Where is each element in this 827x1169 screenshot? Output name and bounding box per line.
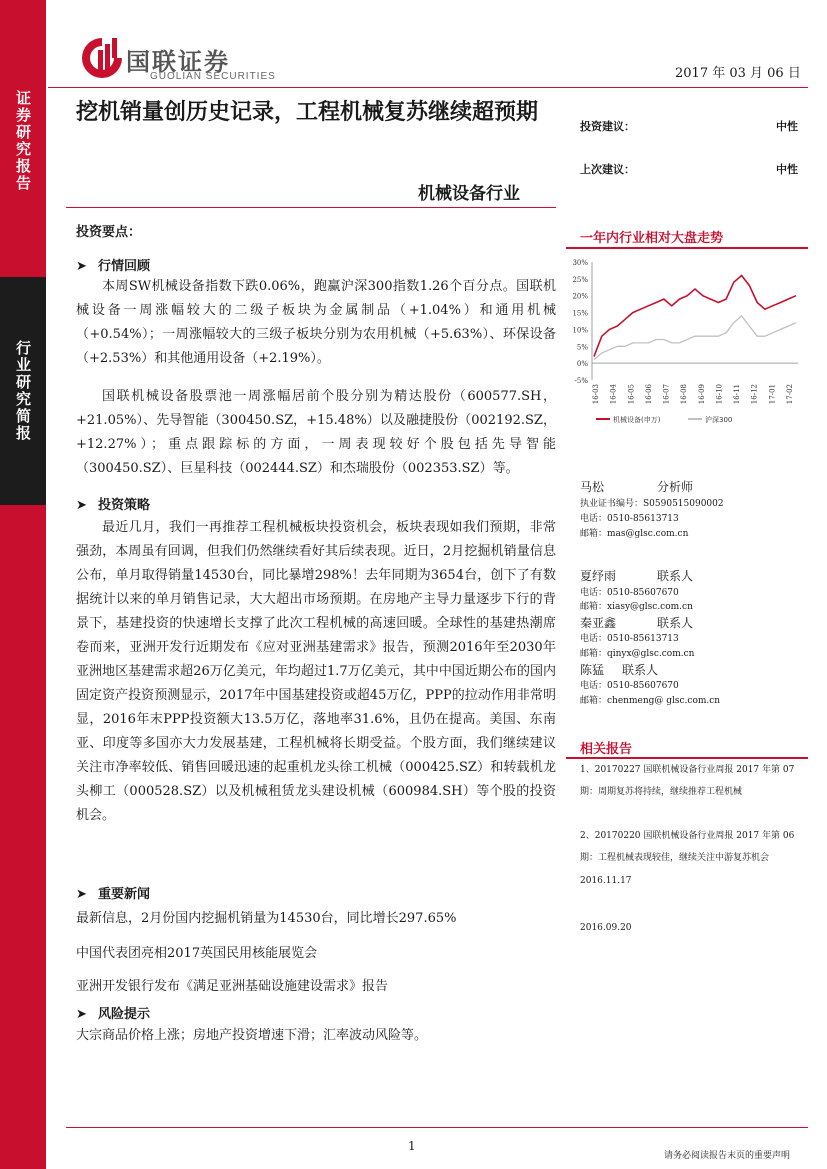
news-item: 中国代表团亮相2017英国民用核能展览会 bbox=[76, 946, 318, 961]
chart-legend-label: 机械设备(申万) bbox=[613, 416, 661, 424]
market-review-heading bbox=[76, 255, 150, 274]
rating-current-value: 中性 bbox=[776, 120, 798, 133]
chart-x-tick-label: 16-04 bbox=[609, 384, 618, 405]
contact-email: 邮箱：chenmeng@ glsc.com.cn bbox=[580, 696, 721, 706]
chart-title-divider bbox=[566, 247, 808, 249]
market-review-p1: 本周SW机械设备指数下跌0.06%，跑赢沪深300指数1.26个百分点。国联机械设备一周涨幅较大的二级子板块为金属制品（+1.04%）和通用机械（+0.54%）；一周涨幅较大的三级子板块分别为农用机械（+5.63%）、环保设备（+2.53%）和其他通用设备（+2.19%）。 bbox=[76, 279, 556, 366]
chart-legend-label: 沪深300 bbox=[705, 416, 733, 424]
contact-name: 秦亚鑫 bbox=[580, 616, 617, 630]
rating-previous-label: 上次建议： bbox=[580, 163, 635, 176]
analyst-cert: 执业证书编号：S0590515090002 bbox=[580, 499, 724, 509]
report-date: 2017 年 03 月 06 日 bbox=[675, 66, 801, 81]
sidebar-label-industry-brief: 行业研究简报 bbox=[14, 340, 32, 442]
contact-email: 邮箱：xiasy@glsc.com.cn bbox=[580, 602, 693, 612]
chart-series-line-csi300 bbox=[594, 316, 796, 360]
chart-x-tick-label: 16-08 bbox=[680, 384, 689, 405]
brand-logo-icon bbox=[80, 36, 124, 80]
arrow-icon: ➤ bbox=[76, 498, 87, 513]
chart-x-tick-label: 16-07 bbox=[662, 384, 671, 405]
news-title: 重要新闻 bbox=[98, 887, 151, 902]
contact-phone: 电话：0510-85607670 bbox=[580, 681, 679, 691]
contact-email: 邮箱：qinyx@glsc.com.cn bbox=[580, 649, 695, 659]
chart-x-tick-label: 16-09 bbox=[697, 384, 706, 405]
related-report-item[interactable]: 2、20170220 国联机械设备行业周报 2017 年第 06 期：工程机械表现较佳，继续关注中游复苏机会 bbox=[580, 831, 795, 863]
chart-y-tick-label: 20% bbox=[572, 292, 588, 301]
news-item: 亚洲开发银行发布《满足亚洲基础设施建设需求》报告 bbox=[76, 979, 389, 994]
footer-disclaimer: 请务必阅读报告末页的重要声明 bbox=[664, 1151, 791, 1161]
analyst-name: 马松 bbox=[580, 480, 605, 494]
analyst-role: 分析师 bbox=[657, 480, 694, 494]
news-item: 最新信息，2月份国内挖掘机销量为14530台，同比增长297.65% bbox=[76, 911, 457, 926]
strategy-heading bbox=[76, 494, 150, 513]
header-divider bbox=[48, 87, 808, 88]
chart-y-tick-label: 30% bbox=[572, 259, 588, 267]
chart-x-tick-label: 16-11 bbox=[733, 384, 742, 405]
related-reports-heading: 相关报告 bbox=[580, 742, 633, 757]
risk-title: 风险提示 bbox=[98, 1007, 151, 1022]
arrow-icon: ➤ bbox=[76, 887, 87, 902]
rating-previous-value: 中性 bbox=[776, 163, 798, 176]
arrow-icon: ➤ bbox=[76, 259, 87, 274]
brand-name-cn: 国联证券 bbox=[126, 48, 230, 76]
related-report-date: 2016.11.17 bbox=[580, 876, 632, 886]
rating-current-label: 投资建议： bbox=[580, 120, 635, 133]
chart-y-tick-label: 0% bbox=[576, 360, 588, 369]
chart-x-tick-label: 17-01 bbox=[768, 384, 777, 405]
market-review-title: 行情回顾 bbox=[98, 259, 151, 274]
summary-heading: 投资要点： bbox=[76, 225, 142, 240]
chart-x-tick-label: 16-12 bbox=[750, 384, 759, 405]
arrow-icon: ➤ bbox=[76, 1007, 87, 1022]
market-review-p2: 国联机械设备股票池一周涨幅居前个股分别为精达股份（600577.SH，+21.05%）、先导智能（300450.SZ，+15.48%）以及融捷股份（002192.SZ，+12.27%）；重点跟踪标的方面，一周表现较好个股包括先导智能（300450.SZ）、巨星科技（002444.SZ）和杰瑞股份（002353.SZ）等。 bbox=[76, 389, 556, 476]
analyst-phone: 电话：0510-85613713 bbox=[580, 514, 679, 524]
chart-y-tick-label: 25% bbox=[572, 275, 588, 284]
chart-x-tick-label: 16-05 bbox=[627, 384, 636, 405]
related-report-date: 2016.09.20 bbox=[580, 923, 632, 933]
chart-y-tick-label: 10% bbox=[572, 326, 588, 335]
contact-role: 联系人 bbox=[622, 663, 659, 677]
contact-role: 联系人 bbox=[657, 569, 694, 583]
chart-title: 一年内行业相对大盘走势 bbox=[580, 231, 724, 246]
chart-y-tick-label: -5% bbox=[574, 377, 588, 385]
footer-divider bbox=[66, 1127, 808, 1128]
title-divider bbox=[66, 207, 556, 208]
contact-phone: 电话：0510-85607670 bbox=[580, 588, 679, 598]
industry-vs-market-chart bbox=[566, 256, 808, 431]
news-heading bbox=[76, 883, 150, 902]
chart-x-tick-label: 17-02 bbox=[786, 384, 794, 405]
chart-y-tick-label: 5% bbox=[576, 343, 588, 352]
risk-text: 大宗商品价格上涨；房地产投资增速下滑；汇率波动风险等。 bbox=[76, 1028, 428, 1043]
risk-heading bbox=[76, 1003, 150, 1022]
contact-name: 陈猛 bbox=[580, 663, 605, 677]
related-report-item[interactable]: 1、20170227 国联机械设备行业周报 2017 年第 07 期：周期复苏将持续，继续推荐工程机械 bbox=[580, 765, 795, 797]
chart-x-tick-label: 16-03 bbox=[592, 384, 600, 405]
chart-series-line-industry bbox=[594, 276, 796, 357]
chart-x-tick-label: 16-06 bbox=[644, 384, 653, 405]
contact-phone: 电话：0510-85613713 bbox=[580, 634, 679, 644]
report-title: 挖机销量创历史记录，工程机械复苏继续超预期 bbox=[76, 100, 539, 125]
analyst-email: 邮箱：mas@glsc.com.cn bbox=[580, 529, 689, 539]
chart-y-tick-label: 15% bbox=[572, 309, 588, 318]
industry-label: 机械设备行业 bbox=[418, 184, 520, 204]
strategy-p1: 最近几月，我们一再推荐工程机械板块投资机会，板块表现如我们预期，非常强劲，本周虽有回调，但我们仍然继续看好其后续表现。近日，2月挖掘机销量信息公布，单月取得销量14530台，同比暴增298%！去年同期为3654台，创下了有数据统计以来的单月销售记录，大大超出市场预期。在房地产主导力量逐步下行的背景下，基建投资的快速增长支撑了此次工程机械的高速回暖。全球性的基建热潮席卷而来，亚洲开发行近期发布《应对亚洲基建需求》报告，预测2016年至2030年亚洲地区基建需求超26万亿美元，年均超过1.7万亿美元，其中中国近期公布的国内固定资产投资预测显示，2017年中国基建投资或超45万亿，PPP的拉动作用非常明显，2016年末PPP投资额大13.5万亿，落地率31.6%，且仍在提高。美国、东南亚、印度等多国亦大力发展基建，工程机械将长期受益。个股方面，我们继续建议关注市净率较低、销售回暖迅速的起重机龙头徐工机械（000425.SZ）和转载机龙头柳工（000528.SZ）以及机械租赁龙头建设机械（600984.SH）等个股的投资机会。 bbox=[76, 520, 556, 823]
page-number: 1 bbox=[408, 1139, 416, 1153]
strategy-title: 投资策略 bbox=[98, 498, 151, 513]
chart-x-tick-label: 16-10 bbox=[715, 384, 724, 405]
contact-role: 联系人 bbox=[657, 616, 694, 630]
brand-name-en: GUOLIAN SECURITIES bbox=[150, 71, 276, 82]
contact-name: 夏纾雨 bbox=[580, 569, 617, 583]
sidebar-label-research-report: 证券研究报告 bbox=[14, 90, 32, 192]
